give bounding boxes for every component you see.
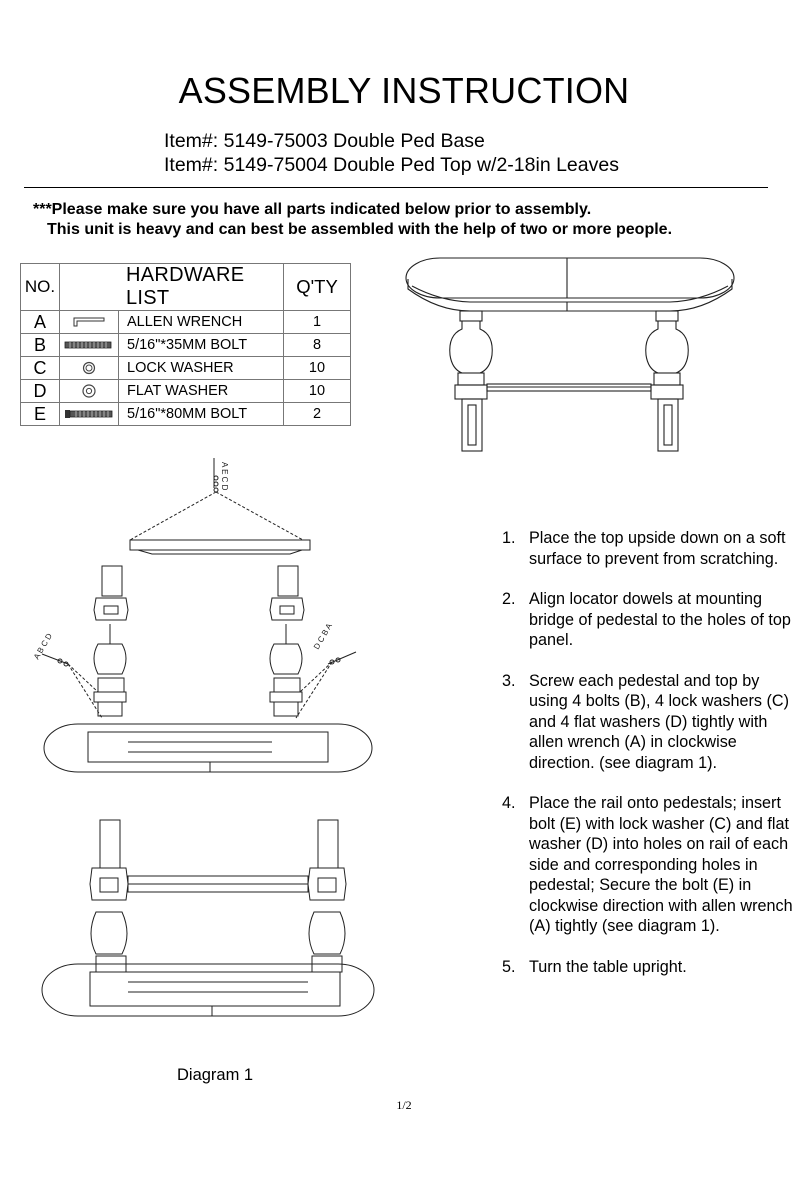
part-name: 5/16"*80MM BOLT (119, 403, 284, 426)
part-letter: B (21, 334, 60, 357)
step-text: Screw each pedestal and top by using 4 bolts (B), 4 lock washers (C) and 4 flat washers (D) tightly with allen wrench (A) in clockwise direction. (see diagram 1). (529, 671, 789, 772)
parts-check-note: ***Please make sure you have all parts indicated below prior to assembly. (33, 201, 592, 218)
list-item (502, 957, 802, 978)
long-bolt-icon (60, 403, 119, 426)
diagram-1-illustration (28, 448, 398, 1060)
part-name: LOCK WASHER (119, 357, 284, 380)
item-number-base: Item#: 5149-75003 Double Ped Base (164, 130, 485, 152)
assembled-table-illustration (400, 255, 740, 477)
flat-washer-icon (60, 380, 119, 403)
part-letter: E (21, 403, 60, 426)
right-callout-label: D C B A (311, 621, 334, 651)
part-name: FLAT WASHER (119, 380, 284, 403)
part-qty: 1 (284, 311, 351, 334)
table-row (21, 311, 351, 334)
step-text: Place the rail onto pedestals; insert bolt (E) with lock washer (C) and flat washer (D) into holes on rail of each side and corresponding holes in pedestal; Secure the bolt (E) in clockwise direction with allen wrench (A) tightly (see diagram 1). (529, 794, 793, 935)
part-letter: A (21, 311, 60, 334)
page-title: ASSEMBLY INSTRUCTION (178, 70, 630, 111)
step-text: Align locator dowels at mounting bridge of pedestal to the holes of top panel. (529, 590, 791, 649)
table-row (21, 357, 351, 380)
part-qty: 10 (284, 380, 351, 403)
hardware-table (20, 263, 351, 426)
part-name: ALLEN WRENCH (119, 311, 284, 334)
part-qty: 2 (284, 403, 351, 426)
left-callout-label: A B C D (31, 631, 54, 661)
table-row (21, 403, 351, 426)
diagram-caption: Diagram 1 (177, 1066, 254, 1084)
allen-wrench-icon (60, 311, 119, 334)
list-item (502, 528, 802, 569)
item-number-top: Item#: 5149-75004 Double Ped Top w/2-18in Leaves (164, 154, 619, 176)
header-divider (24, 187, 768, 188)
table-row (21, 334, 351, 357)
part-qty: 10 (284, 357, 351, 380)
part-letter: C (21, 357, 60, 380)
step-number: 1. (502, 529, 516, 547)
part-qty: 8 (284, 334, 351, 357)
hardware-table-header (21, 264, 351, 311)
part-name: 5/16"*35MM BOLT (119, 334, 284, 357)
list-item (502, 589, 802, 651)
step-text: Turn the table upright. (529, 957, 687, 976)
list-item (502, 671, 802, 774)
step-number: 4. (502, 794, 516, 812)
list-item (502, 793, 802, 937)
step-number: 2. (502, 590, 516, 608)
instruction-steps (502, 528, 802, 997)
step-number: 3. (502, 671, 516, 690)
table-row (21, 380, 351, 403)
column-header-hardware-list: HARDWARE LIST (60, 264, 284, 311)
page-number: 1/2 (396, 1098, 412, 1112)
step-number: 5. (502, 957, 516, 976)
step-text: Place the top upside down on a soft surface to prevent from scratching. (529, 529, 786, 568)
top-callout-label: A E C D (220, 462, 229, 491)
column-header-no: NO. (21, 264, 60, 311)
column-header-qty: Q'TY (284, 264, 351, 311)
part-letter: D (21, 380, 60, 403)
lock-washer-icon (60, 357, 119, 380)
heavy-unit-note: This unit is heavy and can best be assembled with the help of two or more people. (47, 221, 673, 238)
bolt-icon (60, 334, 119, 357)
